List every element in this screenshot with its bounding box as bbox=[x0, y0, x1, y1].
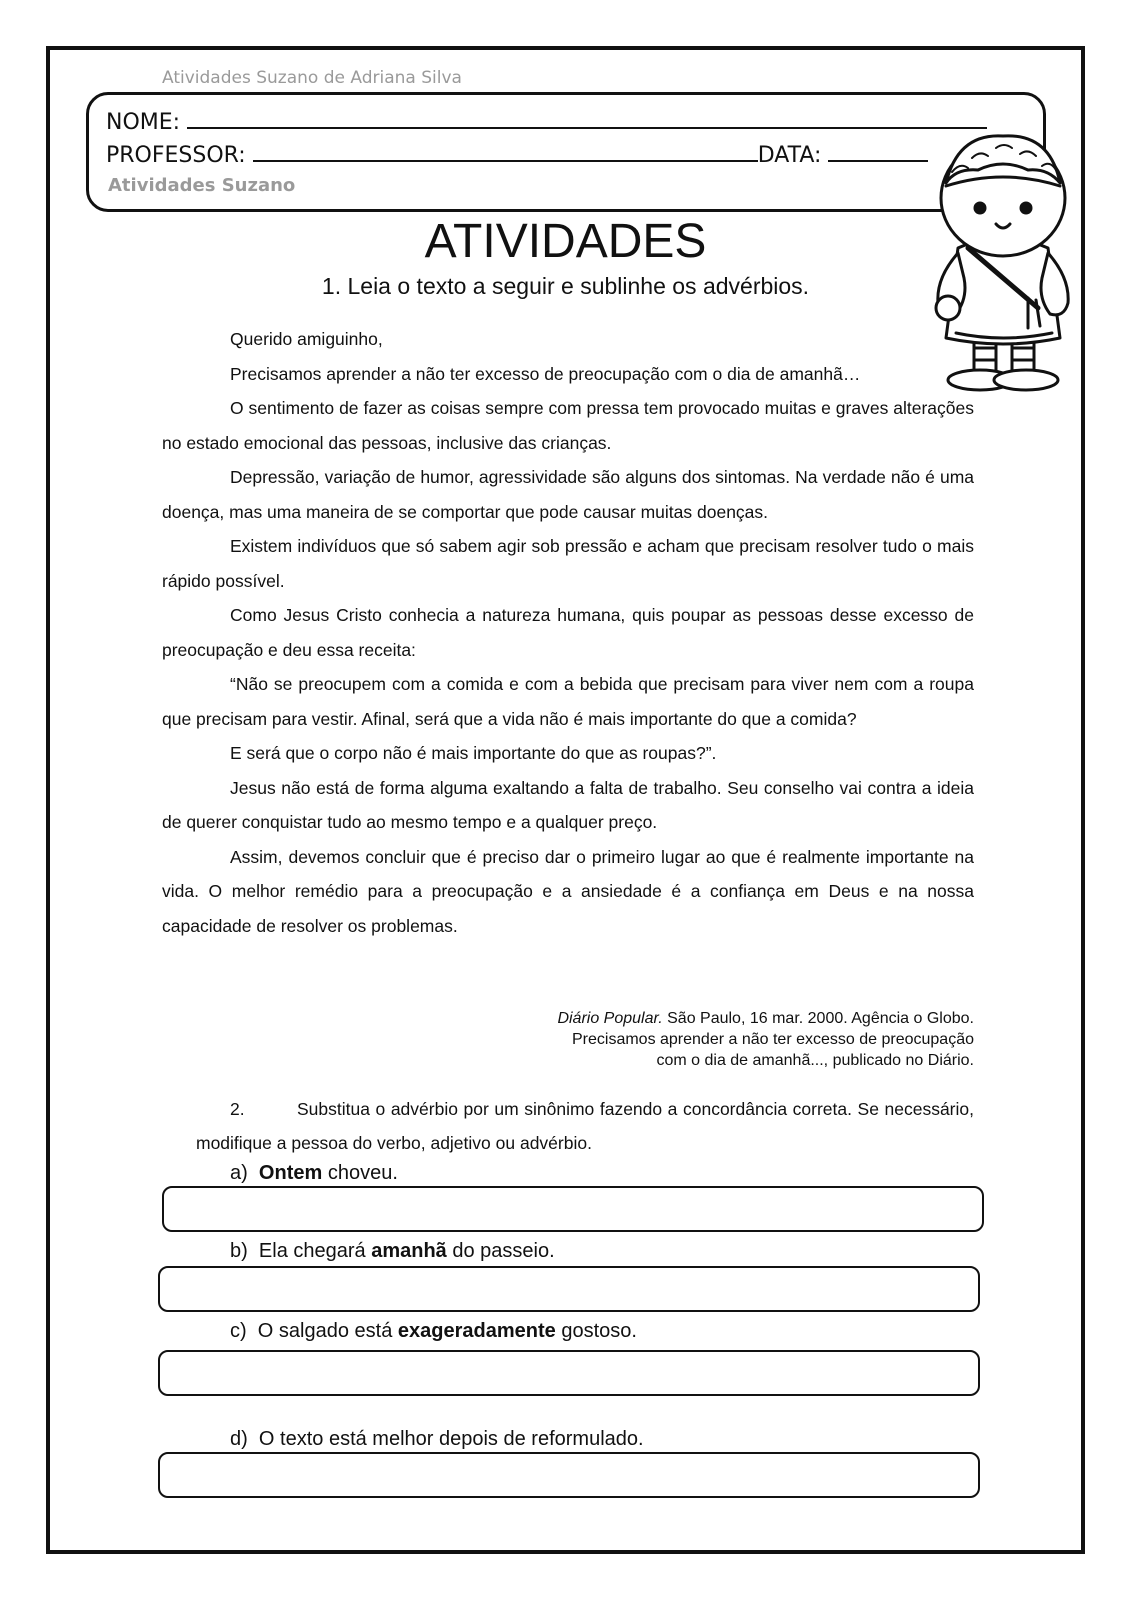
item-text: Ela chegará bbox=[258, 1240, 372, 1262]
name-blank bbox=[187, 107, 987, 129]
page-title: ATIVIDADES bbox=[424, 215, 707, 268]
text-paragraph: E será que o corpo não é mais importante do que as roupas?”. bbox=[230, 743, 717, 763]
name-label: NOME: bbox=[106, 110, 181, 135]
source-line-1 bbox=[557, 1008, 974, 1029]
item-adverb: Ontem bbox=[258, 1162, 323, 1184]
text-paragraph: Depressão, variação de humor, agressividade são alguns dos sintomas. Na verdade não é uma doença, mas uma maneira de se comportar que pode causar muitas doenças. bbox=[162, 467, 974, 522]
text-source bbox=[557, 1008, 974, 1071]
date-label: DATA: bbox=[757, 143, 822, 168]
question-2-text: Substitua o advérbio por um sinônimo fazendo a concordância correta. Se necessário, modifique a pessoa do verbo, adjetivo ou advérbio. bbox=[196, 1099, 974, 1153]
watermark: Atividades Suzano de Adriana Silva bbox=[162, 68, 462, 88]
text-paragraph: Jesus não está de forma alguma exaltando a falta de trabalho. Seu conselho vai contra a ideia de querer conquistar tudo ao mesmo tempo e a qualquer preço. bbox=[162, 777, 974, 832]
question-2-number: 2. bbox=[230, 1099, 245, 1119]
header-brand: Atividades Suzano bbox=[108, 175, 296, 196]
text-paragraph: Assim, devemos concluir que é preciso dar o primeiro lugar ao que é realmente importante na vida. O melhor remédio para a preocupação e a ansiedade é a confiança em Deus e na nossa capacidade de resolver os problemas. bbox=[162, 846, 974, 936]
item-adverb: amanhã bbox=[371, 1240, 447, 1262]
item-text: do passeio. bbox=[446, 1240, 555, 1262]
item-text: choveu. bbox=[322, 1162, 398, 1184]
text-paragraph: Como Jesus Cristo conhecia a natureza humana, quis poupar as pessoas desse excesso de preocupação e deu essa receita: bbox=[162, 605, 974, 660]
text-paragraph: O sentimento de fazer as coisas sempre com pressa tem provocado muitas e graves alterações no estado emocional das pessoas, inclusive das crianças. bbox=[162, 398, 974, 453]
item-a bbox=[230, 1162, 398, 1185]
name-line bbox=[106, 107, 987, 135]
teacher-label: PROFESSOR: bbox=[106, 143, 246, 168]
text-paragraph: Precisamos aprender a não ter excesso de preocupação com o dia de amanhã… bbox=[230, 363, 861, 384]
answer-box-a[interactable] bbox=[162, 1186, 984, 1232]
item-d bbox=[230, 1428, 644, 1451]
item-text: O salgado está bbox=[257, 1320, 398, 1342]
item-text: O texto está melhor depois de reformulado. bbox=[258, 1428, 644, 1450]
item-letter: a) bbox=[230, 1162, 248, 1184]
teacher-line bbox=[106, 140, 928, 168]
source-line-3: com o dia de amanhã..., publicado no Diário. bbox=[656, 1052, 974, 1069]
text-paragraph: “Não se preocupem com a comida e com a bebida que precisam para viver nem com a roupa que precisam para vestir. Afinal, será que a vida não é mais importante do que a comida? bbox=[162, 674, 974, 729]
item-letter: b) bbox=[230, 1240, 248, 1262]
reading-text bbox=[162, 322, 974, 943]
item-letter: d) bbox=[230, 1428, 248, 1450]
answer-box-d[interactable] bbox=[158, 1452, 980, 1498]
text-paragraph: Existem indivíduos que só sabem agir sob pressão e acham que precisam resolver tudo o mais rápido possível. bbox=[162, 536, 974, 591]
item-text: gostoso. bbox=[555, 1320, 637, 1342]
teacher-blank bbox=[253, 140, 758, 162]
question-1-instruction: 1. Leia o texto a seguir e sublinhe os advérbios. bbox=[321, 273, 810, 299]
item-letter: c) bbox=[230, 1320, 247, 1342]
answer-box-b[interactable] bbox=[158, 1266, 980, 1312]
date-blank bbox=[828, 140, 928, 162]
source-details: São Paulo, 16 mar. 2000. Agência o Globo. bbox=[662, 1010, 974, 1027]
source-line-2: Precisamos aprender a não ter excesso de preocupação bbox=[571, 1031, 974, 1048]
text-greeting: Querido amiguinho, bbox=[230, 329, 383, 349]
source-publication: Diário Popular. bbox=[557, 1010, 663, 1027]
question-2-instruction bbox=[196, 1092, 974, 1160]
item-b bbox=[230, 1240, 555, 1263]
item-adverb: exageradamente bbox=[397, 1320, 556, 1342]
item-c bbox=[230, 1320, 637, 1343]
answer-box-c[interactable] bbox=[158, 1350, 980, 1396]
